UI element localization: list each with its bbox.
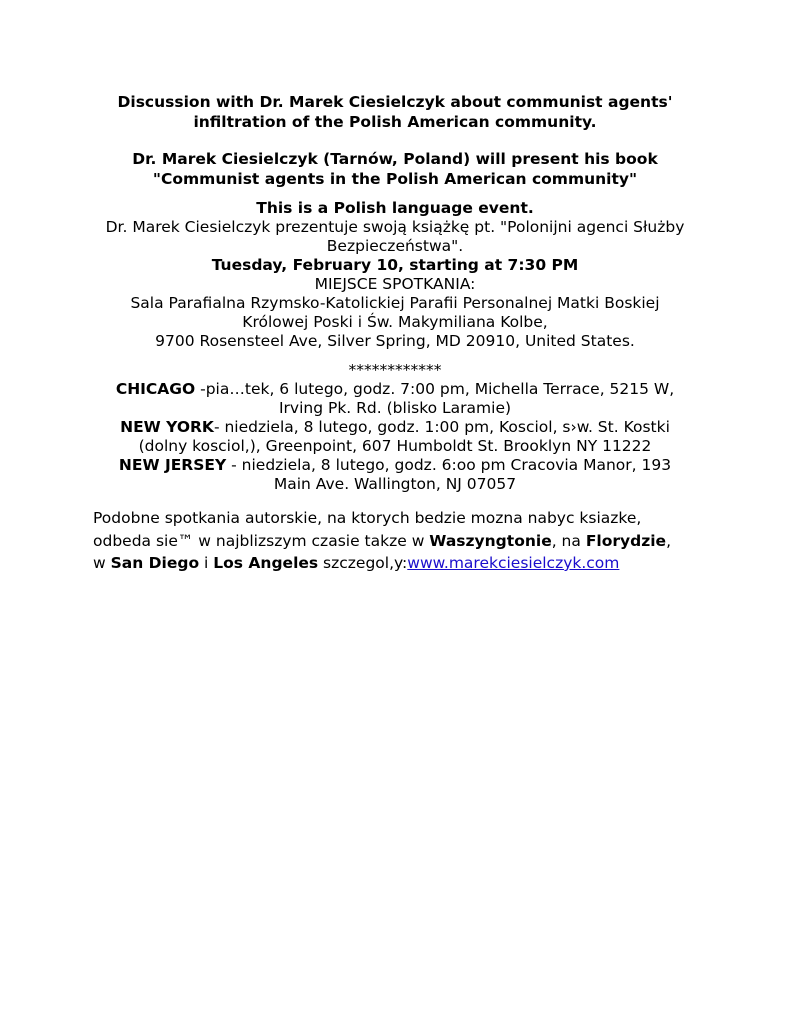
venue-address: 9700 Rosensteel Ave, Silver Spring, MD 20910, United States. [155, 332, 635, 350]
city-san-diego: San Diego [110, 554, 200, 572]
book-title-line-1: Dr. Marek Ciesielczyk prezentuje swoją książkę pt. "Polonijni agenci Służby [105, 218, 685, 236]
headline-line-2: infiltration of the Polish American community. [193, 112, 597, 131]
event-details [95, 199, 695, 351]
chicago-line-1 [95, 380, 695, 399]
newyork-line-1 [95, 418, 695, 437]
newjersey-line-1 [95, 456, 695, 475]
chicago-label: CHICAGO [115, 380, 196, 398]
venue-line-1: Sala Parafialna Rzymsko-Katolickiej Parafii Personalnej Matki Boskiej [130, 294, 660, 312]
website-link[interactable]: www.marekciesielczyk.com [407, 554, 620, 572]
closing-text: , na [551, 531, 586, 550]
headline [95, 93, 695, 132]
language-note: This is a Polish language event. [256, 199, 534, 217]
venue-line-2: Królowej Poski i Św. Makymiliana Kolbe, [242, 313, 548, 331]
city-events [95, 380, 695, 494]
newjersey-line-2: Main Ave. Wallington, NJ 07057 [273, 475, 517, 493]
city-florida: Florydzie [585, 531, 667, 550]
presentation-line-1: Dr. Marek Ciesielczyk (Tarnów, Poland) will present his book [132, 150, 658, 168]
venue-heading: MIEJSCE SPOTKANIA: [314, 275, 476, 293]
closing-paragraph [93, 507, 693, 575]
event-date: Tuesday, February 10, starting at 7:30 PM [211, 256, 579, 274]
book-title-line-2: Bezpieczeństwa". [326, 237, 464, 255]
closing-text: szczegol,y: [318, 554, 408, 572]
closing-line-3 [93, 552, 693, 575]
newjersey-label: NEW JERSEY [118, 456, 227, 474]
chicago-line-2: Irving Pk. Rd. (blisko Laramie) [278, 399, 512, 417]
closing-text: odbeda sie™ w najblizszym czasie takze w [93, 531, 430, 550]
book-presentation [95, 150, 695, 189]
closing-line-1: Podobne spotkania autorskie, na ktorych bedzie mozna nabyc ksiazke, [93, 509, 642, 527]
closing-text: i [199, 554, 214, 572]
newyork-line-2: (dolny kosciol,), Greenpoint, 607 Humboldt St. Brooklyn NY 11222 [138, 437, 652, 455]
newjersey-details: - niedziela, 8 lutego, godz. 6:oo pm Cracovia Manor, 193 [226, 456, 672, 474]
closing-text: , [666, 531, 671, 550]
city-los-angeles: Los Angeles [213, 554, 319, 572]
closing-text: w [93, 554, 111, 572]
headline-line-1: Discussion with Dr. Marek Ciesielczyk about communist agents' [117, 93, 673, 111]
chicago-details: -pia…tek, 6 lutego, godz. 7:00 pm, Michella Terrace, 5215 W, [195, 380, 675, 398]
newyork-label: NEW YORK [120, 418, 214, 436]
separator: ************ [348, 361, 442, 379]
presentation-line-2: "Communist agents in the Polish American community" [152, 169, 638, 188]
city-washington: Waszyngtonie [429, 531, 552, 550]
newyork-details: - niedziela, 8 lutego, godz. 1:00 pm, Kosciol, s›w. St. Kostki [213, 418, 670, 436]
closing-line-2 [93, 530, 693, 553]
